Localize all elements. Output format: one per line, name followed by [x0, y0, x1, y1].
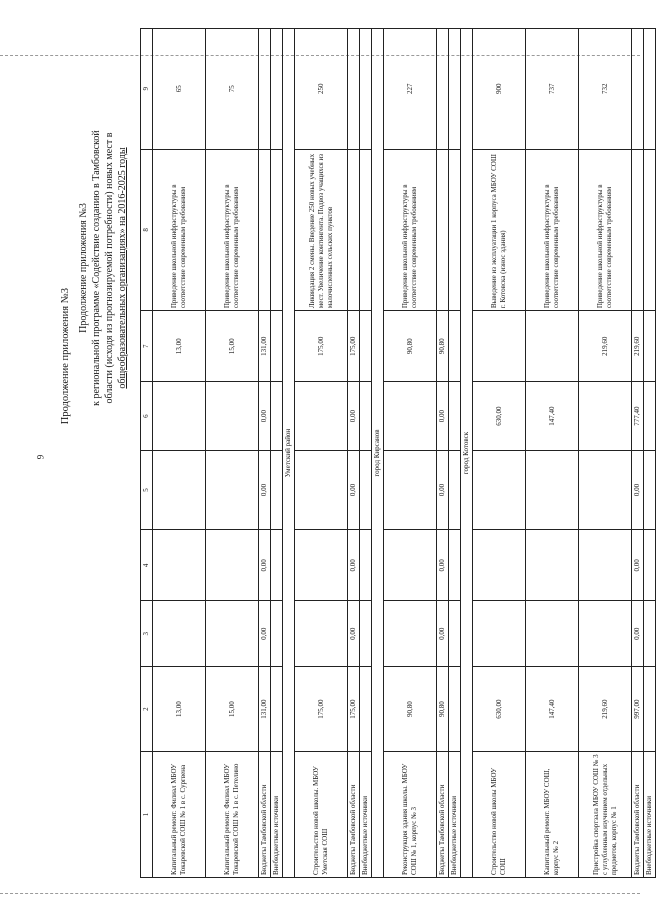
cell-col-1: Внебюджетные источники: [644, 752, 656, 878]
cell-col-5: [449, 450, 461, 529]
heading-line-2: к региональной программе «Содействие созданию в Тамбовской: [91, 130, 102, 406]
cell-col-3: [360, 601, 372, 667]
cell-col-3: 0,00: [632, 601, 644, 667]
continuation-caption: Продолжение приложения №3: [60, 288, 71, 425]
cell-col-8: Выведение из эксплуатации 1 корпуса МБОУ СОШ г. Котовска (износ здания): [473, 149, 526, 311]
cell-col-2: 175,00: [295, 667, 348, 752]
cell-col-8: Приведение школьной инфраструктуры в соответствие современным требованиям: [384, 149, 437, 311]
cell-col-5: [473, 450, 526, 529]
cell-col-7: 90,80: [384, 311, 437, 382]
column-header-7: 7: [141, 311, 153, 382]
cell-col-2: [271, 667, 283, 752]
cell-col-4: [449, 530, 461, 601]
cell-col-1: Бюджеты Тамбовской области: [259, 752, 271, 878]
cell-col-1: Строительство новой школы. МБОУ Уметская СОШ: [295, 752, 348, 878]
cell-col-7: 219,60: [579, 311, 632, 382]
cell-col-9: 900: [473, 29, 526, 150]
cell-col-4: 0,00: [437, 530, 449, 601]
cell-col-1: Капитальный ремонт. Филиал МБОУ Токаревской СОШ № 1 в с. Петелино: [206, 752, 259, 878]
column-header-1: 1: [141, 752, 153, 878]
cell-col-5: 0,00: [259, 450, 271, 529]
table-row: [206, 29, 259, 878]
cell-col-6: 0,00: [259, 382, 271, 450]
cell-col-5: [384, 450, 437, 529]
cell-col-3: [644, 601, 656, 667]
cell-col-8: [644, 149, 656, 311]
cell-col-9: 65: [153, 29, 206, 150]
column-header-8: 8: [141, 149, 153, 311]
cell-col-1: Внебюджетные источники: [360, 752, 372, 878]
program-table: [140, 28, 656, 878]
cell-col-7: [644, 311, 656, 382]
cell-col-5: [271, 450, 283, 529]
cell-col-4: 0,00: [632, 530, 644, 601]
cell-col-8: Приведение школьной инфраструктуры в соответствие современным требованиям: [579, 149, 632, 311]
table-row: [259, 29, 271, 878]
table-row: [360, 29, 372, 878]
cell-col-2: [449, 667, 461, 752]
cell-col-8: Приведение школьной инфраструктуры в соответствие современным требованиям: [206, 149, 259, 311]
cell-col-2: 219,60: [579, 667, 632, 752]
cell-col-8: [259, 149, 271, 311]
cell-col-7: [449, 311, 461, 382]
cell-col-1: Пристройка спортзала МБОУ СОШ № 3 с углубленным изучением отдельных предметов, корпус № 1: [579, 752, 632, 878]
section-row: [461, 29, 473, 878]
cell-col-6: [449, 382, 461, 450]
cell-col-6: 0,00: [437, 382, 449, 450]
table-row: [153, 29, 206, 878]
cell-col-4: [360, 530, 372, 601]
cell-col-3: [206, 601, 259, 667]
cell-col-3: [579, 601, 632, 667]
table-row: [384, 29, 437, 878]
cell-col-2: 15,00: [206, 667, 259, 752]
cell-col-4: [153, 530, 206, 601]
cell-col-6: [153, 382, 206, 450]
cell-col-8: [360, 149, 372, 311]
cell-col-7: 13,00: [153, 311, 206, 382]
cell-col-5: [206, 450, 259, 529]
cell-col-3: 0,00: [437, 601, 449, 667]
heading-line-1: Продолжение приложения №3: [78, 203, 89, 333]
cell-col-9: [348, 29, 360, 150]
column-header-6: 6: [141, 382, 153, 450]
section-row: [283, 29, 295, 878]
cell-col-4: 0,00: [348, 530, 360, 601]
cell-col-2: [360, 667, 372, 752]
table-row: [348, 29, 360, 878]
cell-col-6: [271, 382, 283, 450]
cell-col-9: [271, 29, 283, 150]
column-header-9: 9: [141, 29, 153, 150]
cell-col-7: [526, 311, 579, 382]
cell-col-6: 630,00: [473, 382, 526, 450]
rotated-page: [52, 28, 653, 878]
table-row: [271, 29, 283, 878]
cell-col-2: [644, 667, 656, 752]
cell-col-3: [526, 601, 579, 667]
cell-col-1: Бюджеты Тамбовской области: [632, 752, 644, 878]
cell-col-5: [526, 450, 579, 529]
cell-col-2: 90,80: [384, 667, 437, 752]
cell-col-7: 175,00: [348, 311, 360, 382]
cell-col-5: [579, 450, 632, 529]
cell-col-9: 737: [526, 29, 579, 150]
table-row: [644, 29, 656, 878]
cell-col-4: [206, 530, 259, 601]
cell-col-6: 147,40: [526, 382, 579, 450]
table-row: [437, 29, 449, 878]
appendix-heading: [77, 28, 129, 508]
cell-col-9: 227: [384, 29, 437, 150]
table-row: [473, 29, 526, 878]
cell-col-3: [449, 601, 461, 667]
scan-border-bottom: [0, 893, 640, 894]
cell-col-8: [271, 149, 283, 311]
cell-col-1: Капитальный ремонт. Филиал МБОУ Токаревской СОШ № 1 в с. Сургвена: [153, 752, 206, 878]
table-row: [295, 29, 348, 878]
cell-col-2: 147,40: [526, 667, 579, 752]
cell-col-1: Реконструкция здания школы. МБОУ СОШ № 1, корпус № 3: [384, 752, 437, 878]
cell-col-5: [644, 450, 656, 529]
cell-col-8: Приведение школьной инфраструктуры в соответствие современным требованиям: [153, 149, 206, 311]
heading-line-4: общеобразовательных организациях» на 2016-2025 годы: [117, 147, 128, 389]
section-title: Уметский район: [283, 29, 295, 878]
cell-col-4: [526, 530, 579, 601]
cell-col-7: [271, 311, 283, 382]
cell-col-5: [295, 450, 348, 529]
column-header-2: 2: [141, 667, 153, 752]
cell-col-6: [295, 382, 348, 450]
cell-col-9: [259, 29, 271, 150]
cell-col-8: [449, 149, 461, 311]
table-header-row: [141, 29, 153, 878]
cell-col-4: [473, 530, 526, 601]
cell-col-7: [360, 311, 372, 382]
table-row: [632, 29, 644, 878]
page-number: 9: [35, 454, 46, 460]
column-header-3: 3: [141, 601, 153, 667]
cell-col-3: [384, 601, 437, 667]
cell-col-1: Капитальный ремонт. МБОУ СОШ, корпус № 2: [526, 752, 579, 878]
cell-col-3: [153, 601, 206, 667]
cell-col-4: [271, 530, 283, 601]
cell-col-2: 175,00: [348, 667, 360, 752]
cell-col-5: 0,00: [348, 450, 360, 529]
cell-col-9: [632, 29, 644, 150]
cell-col-5: [360, 450, 372, 529]
cell-col-6: [206, 382, 259, 450]
cell-col-8: [632, 149, 644, 311]
cell-col-1: Бюджеты Тамбовской области: [437, 752, 449, 878]
cell-col-1: Внебюджетные источники: [449, 752, 461, 878]
cell-col-2: 630,00: [473, 667, 526, 752]
cell-col-6: [644, 382, 656, 450]
cell-col-9: 732: [579, 29, 632, 150]
cell-col-3: [271, 601, 283, 667]
cell-col-3: [295, 601, 348, 667]
cell-col-3: 0,00: [259, 601, 271, 667]
heading-line-3: области (исходя из прогнозируемой потребности) новых мест в: [104, 132, 115, 404]
cell-col-7: 175,00: [295, 311, 348, 382]
table-row: [526, 29, 579, 878]
section-title: город Кирсанов: [372, 29, 384, 878]
cell-col-5: 0,00: [437, 450, 449, 529]
cell-col-7: [473, 311, 526, 382]
cell-col-8: [437, 149, 449, 311]
cell-col-8: Приведение школьной инфраструктуры в соответствие современным требованиям: [526, 149, 579, 311]
table-row: [449, 29, 461, 878]
section-row: [372, 29, 384, 878]
cell-col-5: 0,00: [632, 450, 644, 529]
cell-col-2: 90,80: [437, 667, 449, 752]
column-header-5: 5: [141, 450, 153, 529]
cell-col-1: Внебюджетные источники: [271, 752, 283, 878]
cell-col-9: [449, 29, 461, 150]
cell-col-7: 15,00: [206, 311, 259, 382]
cell-col-7: 131,00: [259, 311, 271, 382]
cell-col-6: [360, 382, 372, 450]
cell-col-3: [473, 601, 526, 667]
cell-col-9: 250: [295, 29, 348, 150]
cell-col-5: [153, 450, 206, 529]
cell-col-4: [579, 530, 632, 601]
section-title: город Котовск: [461, 29, 473, 878]
cell-col-2: 13,00: [153, 667, 206, 752]
cell-col-4: 0,00: [259, 530, 271, 601]
cell-col-6: 777,40: [632, 382, 644, 450]
cell-col-9: [360, 29, 372, 150]
cell-col-9: [437, 29, 449, 150]
table-row: [579, 29, 632, 878]
cell-col-8: [348, 149, 360, 311]
cell-col-6: [384, 382, 437, 450]
cell-col-1: Строительство новой школы МБОУ СОШ: [473, 752, 526, 878]
cell-col-3: 0,00: [348, 601, 360, 667]
cell-col-9: 75: [206, 29, 259, 150]
cell-col-6: 0,00: [348, 382, 360, 450]
cell-col-6: [579, 382, 632, 450]
cell-col-1: Бюджеты Тамбовской области: [348, 752, 360, 878]
cell-col-2: 997,00: [632, 667, 644, 752]
cell-col-8: Ликвидация 2 смены. Введение 250 новых учебных мест. Увеличение контингента. Подвоз учащихся из малочисленных сельских пунктов: [295, 149, 348, 311]
cell-col-7: 90,80: [437, 311, 449, 382]
cell-col-2: 131,00: [259, 667, 271, 752]
cell-col-4: [384, 530, 437, 601]
column-header-4: 4: [141, 530, 153, 601]
cell-col-9: [644, 29, 656, 150]
cell-col-7: 219,60: [632, 311, 644, 382]
cell-col-4: [644, 530, 656, 601]
cell-col-4: [295, 530, 348, 601]
